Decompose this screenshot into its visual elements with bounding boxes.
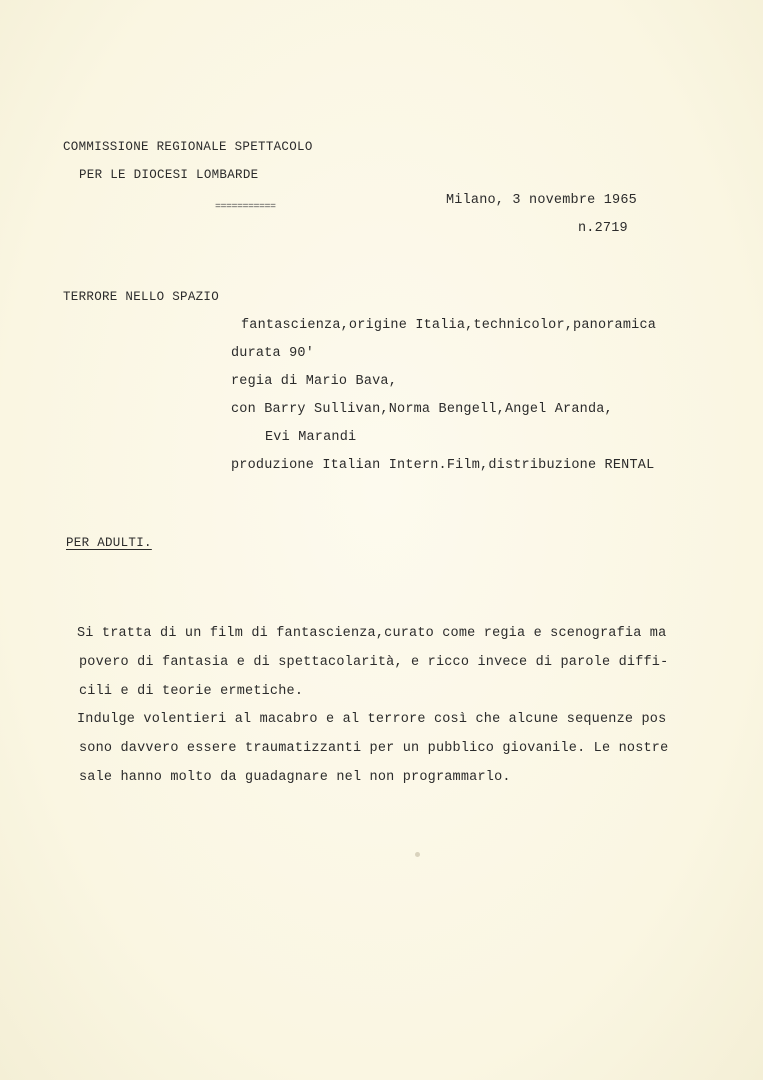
film-title: TERRORE NELLO SPAZIO bbox=[63, 290, 220, 304]
org-name-line1: COMMISSIONE REGIONALE SPETTACOLO bbox=[63, 140, 313, 154]
review-line: cili e di teorie ermetiche. bbox=[79, 684, 304, 699]
rating-verdict: PER ADULTI. bbox=[66, 536, 152, 550]
review-line: Indulge volentieri al macabro e al terrore così che alcune sequenze pos bbox=[77, 712, 667, 727]
film-duration: durata 90' bbox=[231, 346, 315, 361]
film-production: produzione Italian Intern.Film,distribuzione RENTAL bbox=[231, 458, 655, 473]
review-line: sale hanno molto da guadagnare nel non programmarlo. bbox=[79, 770, 511, 785]
film-cast-continued: Evi Marandi bbox=[265, 430, 357, 445]
paper-speck bbox=[415, 852, 420, 857]
film-genre-origin: fantascienza,origine Italia,technicolor,panoramica bbox=[241, 318, 657, 333]
review-line: sono davvero essere traumatizzanti per un pubblico giovanile. Le nostre bbox=[79, 741, 669, 756]
film-cast: con Barry Sullivan,Norma Bengell,Angel Aranda, bbox=[231, 402, 613, 417]
org-name-line2: PER LE DIOCESI LOMBARDE bbox=[79, 168, 259, 182]
film-director: regia di Mario Bava, bbox=[231, 374, 398, 389]
review-line: Si tratta di un film di fantascienza,curato come regia e scenografia ma bbox=[77, 626, 667, 641]
header-separator: =========== bbox=[215, 202, 276, 213]
document-number: n.2719 bbox=[578, 221, 628, 236]
review-line: povero di fantasia e di spettacolarità, e ricco invece di parole diffi- bbox=[79, 655, 669, 670]
document-date: Milano, 3 novembre 1965 bbox=[446, 193, 637, 208]
